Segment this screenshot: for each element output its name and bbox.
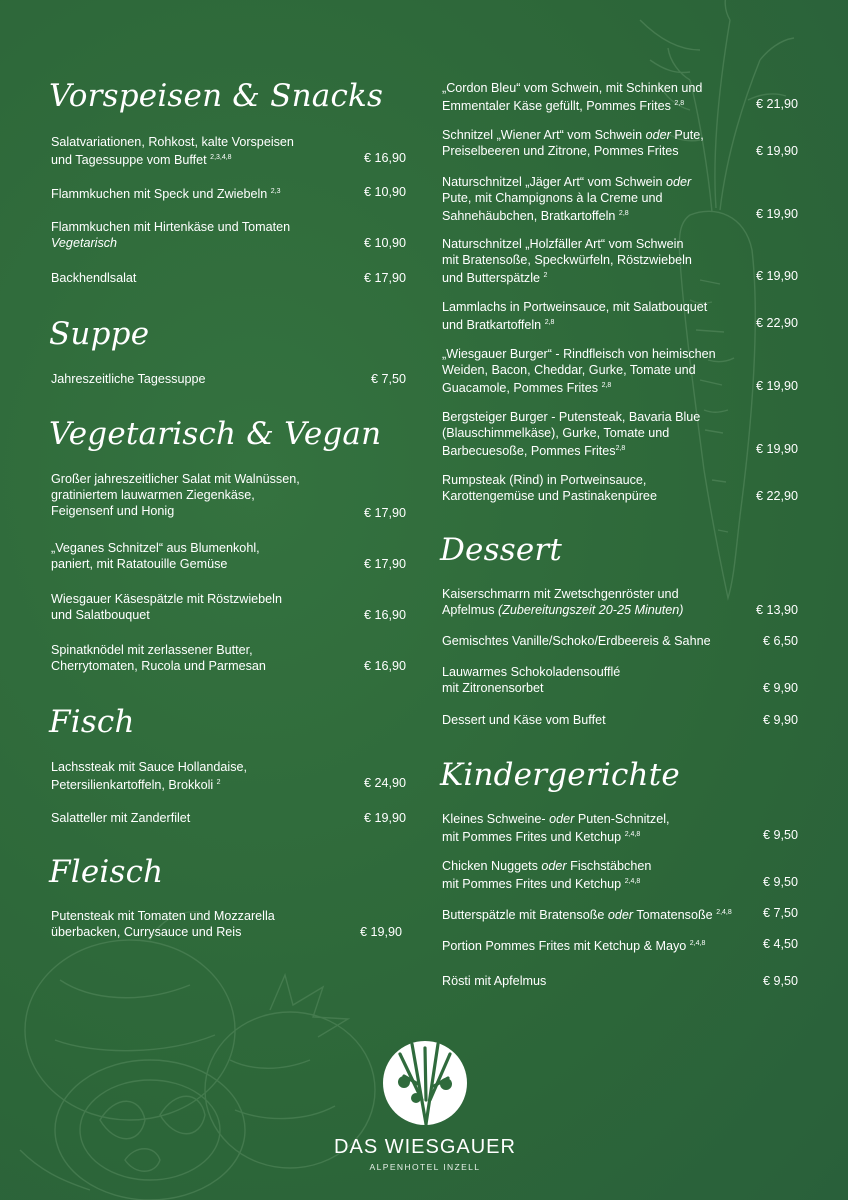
item-price: € 16,90	[363, 659, 406, 673]
item-price: € 17,90	[363, 557, 406, 571]
item-price: € 19,90	[363, 811, 406, 825]
item-line-vegetarian-note: Vegetarisch	[51, 236, 118, 250]
item-line: und Butterspätzle	[442, 271, 541, 286]
section-title-vegetarisch: Vegetarisch & Vegan	[49, 416, 382, 452]
item-line-or: oder	[645, 128, 671, 142]
item-line: Butterspätzle mit Bratensoße	[442, 908, 608, 923]
brand-name: DAS WIESGAUER	[334, 1136, 516, 1158]
item-line: Rösti mit Apfelmus	[442, 974, 547, 988]
allergen-note: 2,8	[544, 319, 555, 326]
allergen-note: 2	[216, 779, 221, 786]
item-line: (Blauschimmelkäse), Gurke, Tomate und	[442, 426, 670, 440]
item-price: € 19,90	[755, 207, 798, 221]
section-title-suppe: Suppe	[49, 316, 150, 352]
allergen-note: 2,3,4,8	[210, 154, 232, 161]
item-line: „Veganes Schnitzel“ aus Blumenkohl,	[51, 541, 260, 555]
item-price: € 10,90	[363, 185, 406, 199]
item-price: € 24,90	[363, 776, 406, 790]
item-line: Rumpsteak (Rind) in Portweinsauce,	[442, 473, 647, 487]
item-price: € 16,90	[363, 151, 406, 165]
item-line: und Tagessuppe vom Buffet	[51, 153, 207, 168]
item-line-or: oder	[541, 859, 567, 873]
item-price: € 7,50	[762, 906, 798, 920]
item-line: mit Pommes Frites und Ketchup	[442, 877, 622, 892]
hotel-logo	[310, 1040, 540, 1180]
item-line: Salatvariationen, Rohkost, kalte Vorspeisen	[51, 135, 294, 149]
item-line: Chicken Nuggets	[442, 859, 542, 873]
allergen-note: 2,8	[615, 445, 626, 452]
item-line: Puten-Schnitzel,	[574, 812, 670, 826]
item-line: mit Pommes Frites und Ketchup	[442, 830, 622, 845]
item-line: Lauwarmes Schokoladensoufflé	[442, 665, 621, 679]
item-line-note: (Zubereitungszeit 20-25 Minuten)	[498, 603, 684, 617]
item-price: € 9,50	[762, 875, 798, 889]
item-line: Feigensenf und Honig	[51, 504, 175, 518]
item-line-or: oder	[665, 175, 692, 189]
item-line: Cherrytomaten, Rucola und Parmesan	[51, 659, 266, 673]
item-line: Flammkuchen mit Speck und Zwiebeln	[51, 187, 268, 202]
item-price: € 9,50	[762, 828, 798, 842]
item-price: € 9,90	[762, 713, 798, 727]
item-line: Naturschnitzel „Jäger Art“ vom Schwein	[442, 175, 666, 189]
item-line: Sahnehäubchen, Bratkartoffeln	[442, 209, 616, 224]
item-line: Pute,	[670, 128, 704, 142]
allergen-note: 2,8	[601, 382, 612, 389]
item-price: € 22,90	[755, 316, 798, 330]
item-line: gratiniertem lauwarmen Ziegenkäse,	[51, 488, 255, 502]
allergen-note: 2,8	[674, 100, 685, 107]
item-line: Schnitzel „Wiener Art“ vom Schwein	[442, 128, 646, 142]
item-line-or: oder	[607, 908, 634, 923]
item-price: € 19,90	[755, 379, 798, 393]
item-line: und Bratkartoffeln	[442, 318, 542, 333]
item-price: € 17,90	[363, 506, 406, 520]
item-line: Großer jahreszeitlicher Salat mit Walnüssen,	[51, 472, 300, 486]
item-price: € 19,90	[755, 269, 798, 283]
item-line: Bergsteiger Burger - Putensteak, Bavaria Blue	[442, 410, 701, 424]
section-title-vorspeisen: Vorspeisen & Snacks	[49, 78, 384, 114]
item-price: € 6,50	[762, 634, 798, 648]
item-price: € 9,90	[762, 681, 798, 695]
item-line: Emmentaler Käse gefüllt, Pommes Frites	[442, 99, 671, 114]
allergen-note: 2,8	[618, 210, 629, 217]
item-price: € 22,90	[755, 489, 798, 503]
item-line: Backhendlsalat	[51, 271, 137, 285]
allergen-note: 2,4,8	[689, 940, 706, 947]
item-line: und Salatbouquet	[51, 608, 150, 622]
item-price: € 19,90	[755, 442, 798, 456]
section-title-fleisch: Fleisch	[49, 854, 164, 890]
item-line: Karottengemüse und Pastinakenpüree	[442, 489, 657, 503]
item-line: mit Bratensoße, Speckwürfeln, Röstzwiebeln	[442, 253, 692, 267]
item-line: Flammkuchen mit Hirtenkäse und Tomaten	[51, 220, 291, 234]
allergen-note: 2,3	[270, 188, 281, 195]
item-line: Lachssteak mit Sauce Hollandaise,	[51, 760, 248, 774]
item-line: Gemischtes Vanille/Schoko/Erdbeereis & Sahne	[442, 634, 711, 648]
item-line: überbacken, Currysauce und Reis	[51, 925, 242, 939]
item-price: € 17,90	[363, 271, 406, 285]
item-line: Portion Pommes Frites mit Ketchup & Mayo	[442, 939, 687, 954]
item-line: Weiden, Bacon, Cheddar, Gurke, Tomate und	[442, 363, 696, 377]
item-line: Pute, mit Champignons à la Creme und	[442, 191, 663, 205]
item-line: Barbecuesoße, Pommes Frites	[442, 444, 616, 459]
item-line: Putensteak mit Tomaten und Mozzarella	[51, 909, 275, 923]
brand-tagline: ALPENHOTEL INZELL	[369, 1162, 481, 1172]
item-price: € 7,50	[370, 372, 406, 386]
item-line: Salatteller mit Zanderfilet	[51, 811, 191, 825]
item-price: € 13,90	[755, 603, 798, 617]
allergen-note: 2,4,8	[624, 831, 641, 838]
item-line: Apfelmus	[442, 603, 498, 617]
item-line: Kaiserschmarrn mit Zwetschgenröster und	[442, 587, 679, 601]
item-line: Petersilienkartoffeln, Brokkoli	[51, 778, 214, 793]
item-line: Preiselbeeren und Zitrone, Pommes Frites	[442, 144, 679, 158]
item-price: € 10,90	[363, 236, 406, 250]
item-price: € 21,90	[755, 97, 798, 111]
item-line: Guacamole, Pommes Frites	[442, 381, 599, 396]
item-line: Lammlachs in Portweinsauce, mit Salatbouquet	[442, 300, 708, 314]
section-title-fisch: Fisch	[49, 704, 135, 740]
section-title-kinder: Kindergerichte	[440, 757, 680, 793]
item-price: € 19,90	[359, 925, 402, 939]
item-line: Fischstäbchen	[566, 859, 652, 873]
tree-emblem-icon	[382, 1040, 468, 1126]
item-line: mit Zitronensorbet	[442, 681, 544, 695]
item-line: „Wiesgauer Burger“ - Rindfleisch von heimischen	[442, 347, 716, 361]
item-price: € 9,50	[762, 974, 798, 988]
item-line: Tomatensoße	[633, 908, 713, 923]
item-line: paniert, mit Ratatouille Gemüse	[51, 557, 228, 571]
section-title-dessert: Dessert	[440, 532, 563, 568]
item-line-or: oder	[549, 812, 575, 826]
item-price: € 4,50	[762, 937, 798, 951]
allergen-note: 2,4,8	[716, 909, 732, 916]
allergen-note: 2	[543, 272, 548, 279]
item-price: € 16,90	[363, 608, 406, 622]
item-line: Wiesgauer Käsespätzle mit Röstzwiebeln	[51, 592, 282, 606]
item-price: € 19,90	[755, 144, 798, 158]
item-line: „Cordon Bleu“ vom Schwein, mit Schinken und	[442, 81, 703, 95]
item-line: Naturschnitzel „Holzfäller Art“ vom Schwein	[442, 237, 684, 251]
item-line: Spinatknödel mit zerlassener Butter,	[51, 643, 253, 657]
item-line: Dessert und Käse vom Buffet	[442, 713, 606, 727]
allergen-note: 2,4,8	[624, 878, 641, 885]
item-line: Kleines Schweine-	[442, 812, 550, 826]
item-line: Jahreszeitliche Tagessuppe	[51, 372, 206, 386]
